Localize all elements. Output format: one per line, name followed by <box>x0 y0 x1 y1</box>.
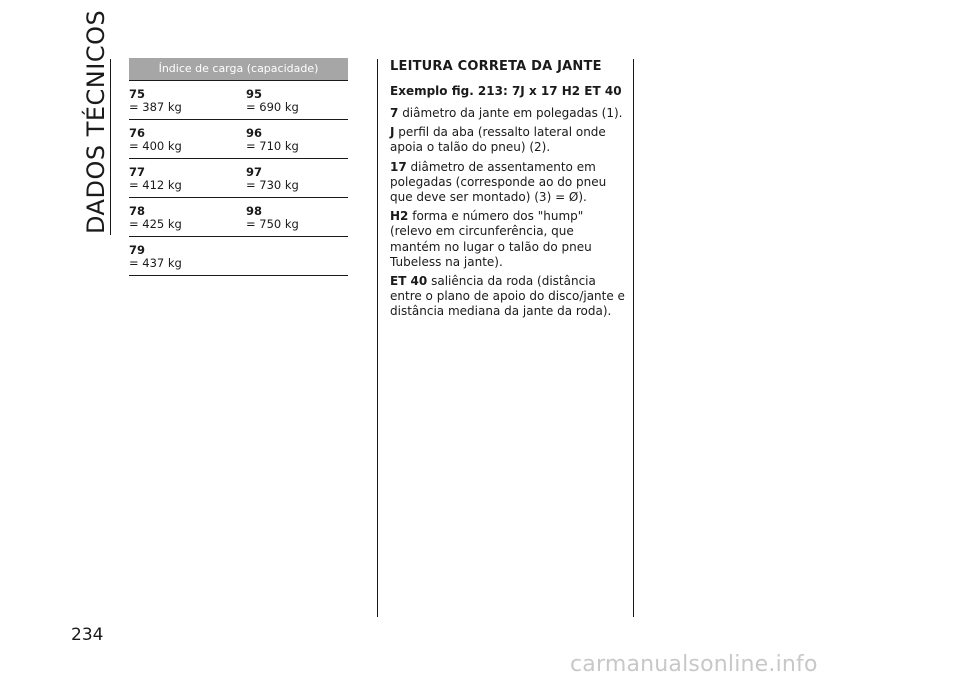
load-index-code: 79 <box>129 243 146 257</box>
example-line: Exemplo fig. 213: 7J x 17 H2 ET 40 <box>390 84 622 98</box>
rim-code-item <box>390 160 626 206</box>
load-index-code: 75 <box>129 87 146 101</box>
rim-code-key: ET 40 <box>390 274 428 289</box>
table-row <box>129 237 348 276</box>
section-title-rule <box>110 59 111 235</box>
rim-code-key: J <box>390 125 395 140</box>
load-index-value: = 730 kg <box>246 178 299 192</box>
load-index-table <box>129 58 348 276</box>
table-cell <box>246 127 348 158</box>
table-cell <box>246 205 348 236</box>
table-cell <box>129 88 246 119</box>
load-index-value: = 425 kg <box>129 217 182 231</box>
load-index-value: = 437 kg <box>129 256 182 270</box>
rim-code-description: forma e número dos "hump" (relevo em circunferência, que mantém no lugar o talão do pneu Tubeless na jante). <box>390 209 592 269</box>
table-cell <box>246 88 348 119</box>
load-index-code: 98 <box>246 204 263 218</box>
load-index-value: = 400 kg <box>129 139 182 153</box>
rim-code-description: saliência da roda (distância entre o plano de apoio do disco/jante e distância mediana da jante da roda). <box>390 274 625 319</box>
section-heading: LEITURA CORRETA DA JANTE <box>390 59 602 74</box>
table-row <box>129 81 348 120</box>
load-index-value: = 412 kg <box>129 178 182 192</box>
load-index-value: = 710 kg <box>246 139 299 153</box>
load-index-value: = 750 kg <box>246 217 299 231</box>
table-cell <box>129 166 246 197</box>
rim-code-key: H2 <box>390 209 409 224</box>
page-number: 234 <box>71 625 104 645</box>
column-divider-right <box>633 59 634 617</box>
table-cell <box>129 205 246 236</box>
watermark: carmanualsonline.info <box>570 652 818 677</box>
table-cell <box>246 166 348 197</box>
rim-code-key: 17 <box>390 159 407 174</box>
table-row <box>129 159 348 198</box>
column-divider-left <box>377 59 378 617</box>
rim-code-description: perfil da aba (ressalto lateral onde apoia o talão do pneu) (2). <box>390 125 606 155</box>
load-index-code: 97 <box>246 165 263 179</box>
rim-code-key: 7 <box>390 106 399 120</box>
load-index-code: 76 <box>129 126 146 140</box>
load-index-value: = 690 kg <box>246 100 299 114</box>
table-row <box>129 120 348 159</box>
rim-reading-section <box>390 59 626 324</box>
table-cell-empty <box>246 244 348 275</box>
load-index-value: = 387 kg <box>129 100 182 114</box>
table-cell <box>129 127 246 158</box>
load-index-code: 78 <box>129 204 146 218</box>
rim-code-item <box>390 125 626 155</box>
table-row <box>129 198 348 237</box>
rim-code-item <box>390 274 626 320</box>
rim-code-description: diâmetro de assentamento em polegadas (corresponde ao do pneu que deve ser montado) (3) = Ø). <box>390 159 607 205</box>
table-cell <box>129 244 246 275</box>
rim-code-item <box>390 209 626 270</box>
load-index-code: 77 <box>129 165 146 179</box>
rim-code-description: diâmetro da jante em polegadas (1). <box>402 106 623 120</box>
table-header: Índice de carga (capacidade) <box>129 58 348 81</box>
load-index-code: 96 <box>246 126 263 140</box>
rim-code-item <box>390 106 626 121</box>
section-title: DADOS TÉCNICOS <box>82 9 110 234</box>
load-index-code: 95 <box>246 87 263 101</box>
